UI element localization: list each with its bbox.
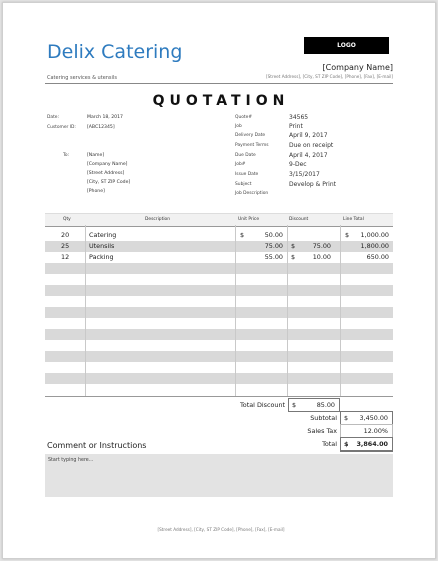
issue-date-label: Issue Date <box>235 172 259 177</box>
sales-tax-box[interactable] <box>340 424 393 438</box>
row-description[interactable]: Catering <box>89 231 117 239</box>
due-date-value[interactable]: April 4, 2017 <box>289 152 328 159</box>
column-divider <box>85 225 86 397</box>
line-total-header: Line Total <box>343 217 364 222</box>
total-label: Total <box>322 440 337 448</box>
subject-label: Subject <box>235 182 252 187</box>
row-description[interactable]: Utensils <box>89 242 115 250</box>
row-price-symbol: $ <box>240 231 245 239</box>
brand-title: Delix Catering <box>47 41 183 63</box>
row-description[interactable]: Packing <box>89 253 114 261</box>
total-box <box>340 437 393 452</box>
customer-id-label: Customer ID: <box>47 125 76 130</box>
job-label: Job <box>235 124 242 129</box>
to-company[interactable]: [Company Name] <box>87 162 128 167</box>
document-title: QUOTATION <box>152 93 290 109</box>
sales-tax-value[interactable]: 12.00% <box>363 427 388 435</box>
subtotal-value: 3,450.00 <box>359 414 388 422</box>
row-line-total: 1,800.00 <box>360 242 389 250</box>
column-divider <box>340 225 341 397</box>
row-qty[interactable]: 20 <box>61 231 70 239</box>
to-phone[interactable]: [Phone] <box>87 189 105 194</box>
total-discount-value: 85.00 <box>316 401 335 409</box>
comments-title: Comment or Instructions <box>47 441 147 450</box>
row-discount[interactable]: 10.00 <box>312 253 331 261</box>
total-value: 3,864.00 <box>356 440 388 448</box>
row-line-total: 1,000.00 <box>360 231 389 239</box>
total-discount-label: Total Discount <box>239 401 285 409</box>
row-unit-price[interactable]: 55.00 <box>264 253 283 261</box>
row-unit-price[interactable]: 75.00 <box>264 242 283 250</box>
header-address[interactable]: [Street Address], [City, ST ZIP Code], [Phone], [Fax], [E-mail] <box>266 74 393 79</box>
company-name[interactable]: [Company Name] <box>322 63 393 72</box>
brand-tagline: Catering services & utensils <box>47 75 117 81</box>
job-description-label: Job Description <box>235 191 269 196</box>
subject-value[interactable]: Develop & Print <box>289 181 336 188</box>
row-total-symbol: $ <box>345 231 350 239</box>
to-street[interactable]: [Street Address] <box>87 171 125 176</box>
logo-placeholder: LOGO <box>304 37 389 54</box>
payment-terms-label: Payment Terms <box>235 143 269 148</box>
due-date-label: Due Date <box>235 153 256 158</box>
quote-number-label: Quote# <box>235 115 253 120</box>
footer-address[interactable]: [Street Address], [City, ST ZIP Code], [Phone], [Fax], [E-mail] <box>157 527 285 532</box>
header-divider <box>45 83 393 84</box>
row-line-total: 650.00 <box>366 253 389 261</box>
row-discount-symbol: $ <box>291 242 296 250</box>
unit-price-header: Unit Price <box>238 217 260 222</box>
job-number-label: Job# <box>235 162 246 167</box>
qty-header: Qty <box>63 217 71 222</box>
row-discount-symbol: $ <box>291 253 296 261</box>
row-unit-price[interactable]: 50.00 <box>264 231 283 239</box>
job-number-value[interactable]: 9-Dec <box>289 161 307 168</box>
total-discount-symbol: $ <box>292 401 297 409</box>
subtotal-symbol: $ <box>344 414 349 422</box>
quotation-sheet <box>2 2 436 559</box>
delivery-date-label: Delivery Date <box>235 133 266 138</box>
comments-placeholder[interactable]: Start typing here... <box>48 458 94 463</box>
row-qty[interactable]: 25 <box>61 242 70 250</box>
row-discount[interactable]: 75.00 <box>312 242 331 250</box>
quote-number-value[interactable]: 34565 <box>289 114 309 121</box>
total-symbol: $ <box>344 440 349 448</box>
total-discount-box <box>288 398 340 412</box>
date-value[interactable]: March 18, 2017 <box>87 115 123 120</box>
subtotal-label: Subtotal <box>310 414 337 422</box>
column-divider <box>235 225 236 397</box>
delivery-date-value[interactable]: April 9, 2017 <box>289 132 328 139</box>
to-label: To: <box>63 153 70 158</box>
row-qty[interactable]: 12 <box>61 253 70 261</box>
description-header: Description <box>145 217 171 222</box>
to-city[interactable]: [City, ST ZIP Code] <box>87 180 131 185</box>
column-divider <box>287 225 288 397</box>
table-bottom-rule <box>45 396 393 397</box>
job-value[interactable]: Print <box>289 123 303 130</box>
to-name[interactable]: [Name] <box>87 153 105 158</box>
date-label: Date: <box>47 115 59 120</box>
issue-date-value[interactable]: 3/15/2017 <box>289 171 320 178</box>
subtotal-box <box>340 411 393 425</box>
payment-terms-value[interactable]: Due on receipt <box>289 142 334 149</box>
discount-header: Discount <box>289 217 309 222</box>
customer-id-value[interactable]: [ABC12345] <box>87 125 115 130</box>
sales-tax-label: Sales Tax <box>307 427 337 435</box>
comments-textarea[interactable] <box>45 454 393 497</box>
